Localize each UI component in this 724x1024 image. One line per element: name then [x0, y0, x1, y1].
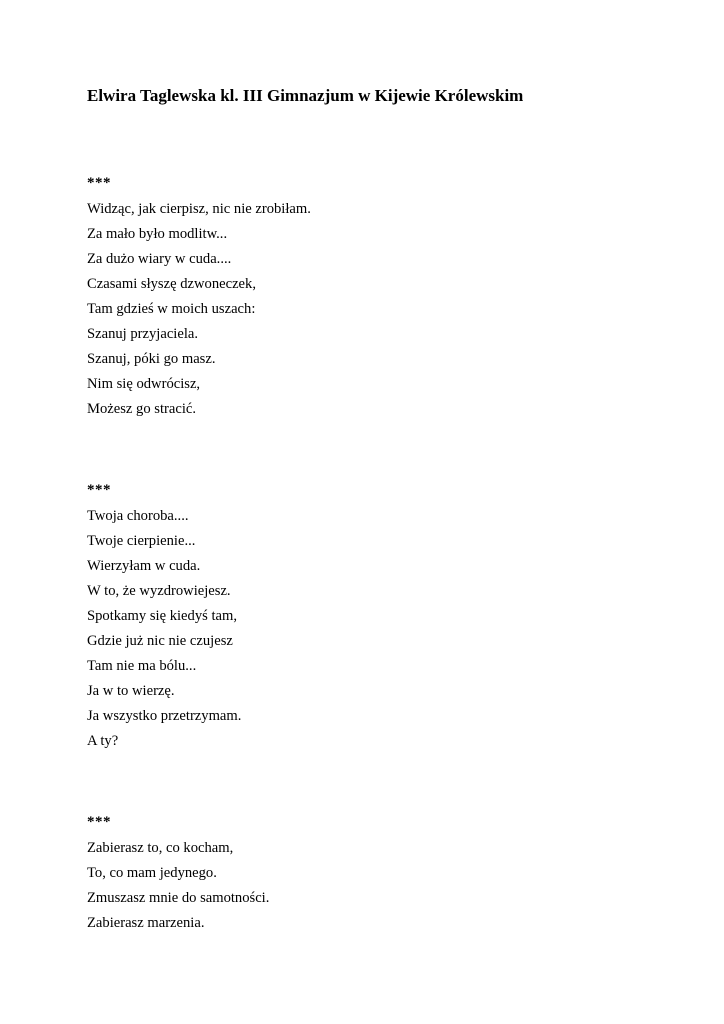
poem-line: Nim się odwrócisz,	[87, 376, 201, 392]
poem-separator: ***	[87, 482, 111, 498]
poem-line: Szanuj, póki go masz.	[87, 351, 216, 367]
poem-line: Zabierasz marzenia.	[87, 915, 205, 931]
poem-line: Szanuj przyjaciela.	[87, 326, 199, 342]
poem-line: W to, że wyzdrowiejesz.	[87, 583, 231, 599]
poem-line: Zabierasz to, co kocham,	[87, 840, 234, 856]
poem-line: Możesz go stracić.	[87, 401, 197, 417]
poem-2	[87, 480, 241, 754]
poem-separator: ***	[87, 175, 111, 191]
poem-line: To, co mam jedynego.	[87, 865, 217, 881]
poem-separator: ***	[87, 814, 111, 830]
poem-3	[87, 812, 269, 936]
poem-line: Twoja choroba....	[87, 508, 189, 524]
poem-line: Tam nie ma bólu...	[87, 658, 197, 674]
poem-line: Twoje cierpienie...	[87, 533, 196, 549]
poem-line: Tam gdzieś w moich uszach:	[87, 301, 256, 317]
poem-line: Spotkamy się kiedyś tam,	[87, 608, 237, 624]
poem-line: Widząc, jak cierpisz, nic nie zrobiłam.	[87, 201, 311, 217]
poem-line: Ja w to wierzę.	[87, 683, 175, 699]
poem-line: Wierzyłam w cuda.	[87, 558, 201, 574]
poem-line: A ty?	[87, 733, 119, 749]
poem-line: Czasami słyszę dzwoneczek,	[87, 276, 256, 292]
poem-line: Zmuszasz mnie do samotności.	[87, 890, 270, 906]
poem-line: Za dużo wiary w cuda....	[87, 251, 232, 267]
poem-line: Gdzie już nic nie czujesz	[87, 633, 233, 649]
poem-line: Za mało było modlitw...	[87, 226, 228, 242]
document-title: Elwira Taglewska kl. III Gimnazjum w Kijewie Królewskim	[87, 86, 524, 105]
poem-1	[87, 173, 311, 422]
poem-line: Ja wszystko przetrzymam.	[87, 708, 242, 724]
